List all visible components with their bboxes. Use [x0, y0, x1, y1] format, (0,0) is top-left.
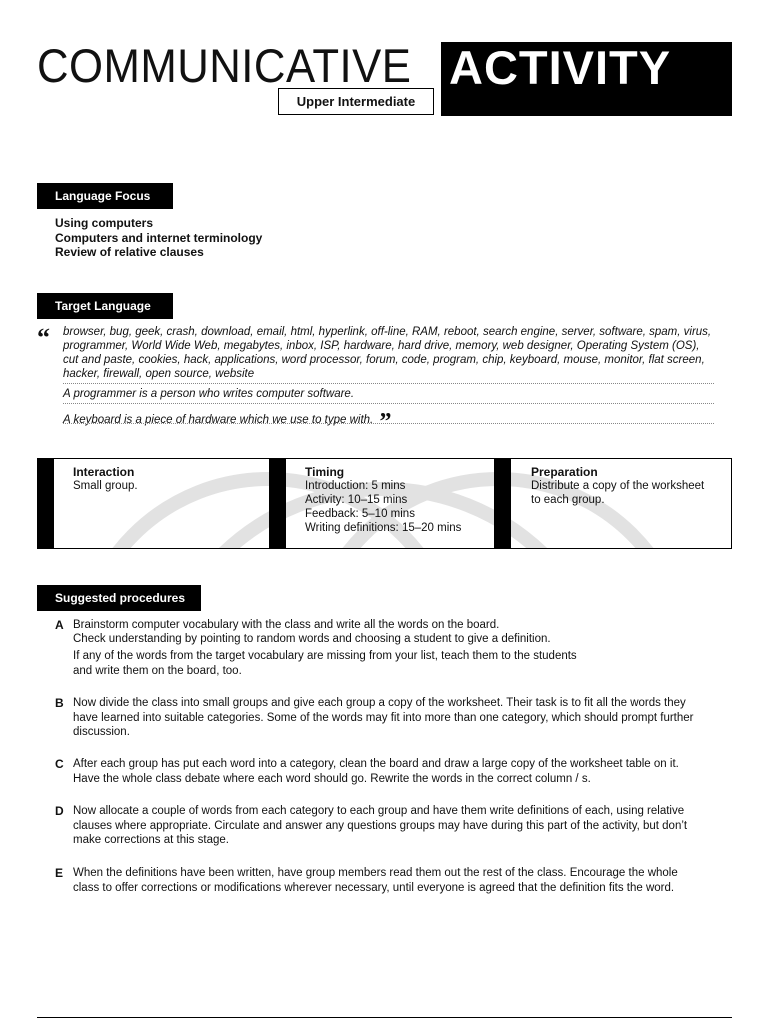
timing-item: Writing definitions: 15–20 mins: [305, 522, 462, 534]
language-focus-list: [55, 216, 262, 260]
step-d-text: Now allocate a couple of words from each category to each group and have them write definitions of each, using relative clauses where appropriate. Circulate and answer any questions groups may have during this part of the activity, but don’t make corrections at this stage.: [73, 805, 688, 846]
close-quote-icon: ”: [379, 409, 392, 435]
timing-heading: Timing: [305, 465, 345, 479]
timing-item: Feedback: 5–10 mins: [305, 508, 415, 520]
info-stripe: [494, 458, 511, 549]
step-letter: A: [55, 618, 64, 632]
title-communicative: COMMUNICATIVE: [37, 39, 412, 92]
step-letter: C: [55, 757, 64, 771]
level-badge: Upper Intermediate: [278, 88, 434, 115]
step-a-text-1: Brainstorm computer vocabulary with the class and write all the words on the board.: [73, 619, 500, 631]
step-letter: E: [55, 866, 64, 880]
focus-item: Review of relative clauses: [55, 245, 204, 259]
example-sentence-1: A programmer is a person who writes computer software.: [63, 388, 355, 400]
divider: [63, 423, 714, 424]
title-activity-banner: [441, 42, 732, 116]
language-focus-heading: Language Focus: [37, 183, 173, 209]
preparation-text: Distribute a copy of the worksheet to each group.: [531, 480, 705, 506]
timing-item: Activity: 10–15 mins: [305, 494, 408, 506]
step-e-text: When the definitions have been written, have group members read them out the rest of the class. Encourage the whole class to offer corrections or modifications wherever necessary, until everyone is agreed that the definition fits the word.: [73, 867, 678, 894]
title-activity: ACTIVITY: [449, 41, 672, 94]
timing-list: [305, 479, 490, 535]
focus-item: Computers and internet terminology: [55, 230, 263, 245]
step-b-text: Now divide the class into small groups and give each group a copy of the worksheet. Their task is to fit all the words they have learned into suitable categories. Some of the words may fit into more than one category, which should prompt further discussion.: [73, 697, 694, 738]
info-stripe: [269, 458, 286, 549]
timing-item: Introduction: 5 mins: [305, 480, 406, 492]
example-sentence-2: A keyboard is a piece of hardware which we use to type with.: [63, 414, 374, 426]
interaction-text: Small group.: [73, 480, 138, 492]
focus-item: Using computers: [55, 216, 154, 230]
step-letter: B: [55, 696, 64, 710]
step-letter: D: [55, 804, 64, 818]
target-vocabulary: browser, bug, geek, crash, download, email, html, hyperlink, off-line, RAM, reboot, search engine, server, software, spam, virus, programmer, World Wide Web, megabytes, inbox, ISP, hardware, hard drive, memory, web designer, Operating System (OS), cut and paste, cookies, hack, applications, word processor, forum, code, program, chip, keyboard, mouse, monitor, flat screen, hacker, firewall, open source, website: [63, 326, 712, 380]
open-quote-icon: “: [37, 323, 50, 352]
step-a-text-2: Check understanding by pointing to random words and choosing a student to give a definition.: [73, 633, 551, 645]
info-stripe: [37, 458, 54, 549]
step-a-text-3: If any of the words from the target vocabulary are missing from your list, teach them to the students and write them on the board, too.: [73, 650, 577, 677]
divider: [63, 383, 714, 384]
footer-rule: [37, 1017, 732, 1018]
procedures-heading: Suggested procedures: [37, 585, 201, 611]
interaction-heading: Interaction: [73, 465, 135, 479]
divider: [63, 403, 714, 404]
target-language-heading: Target Language: [37, 293, 173, 319]
step-c-text: After each group has put each word into a category, clean the board and draw a large copy of the worksheet table on it. Have the whole class debate where each word should go. Rewrite the words in the correct column / s.: [73, 758, 679, 785]
preparation-heading: Preparation: [531, 465, 598, 479]
